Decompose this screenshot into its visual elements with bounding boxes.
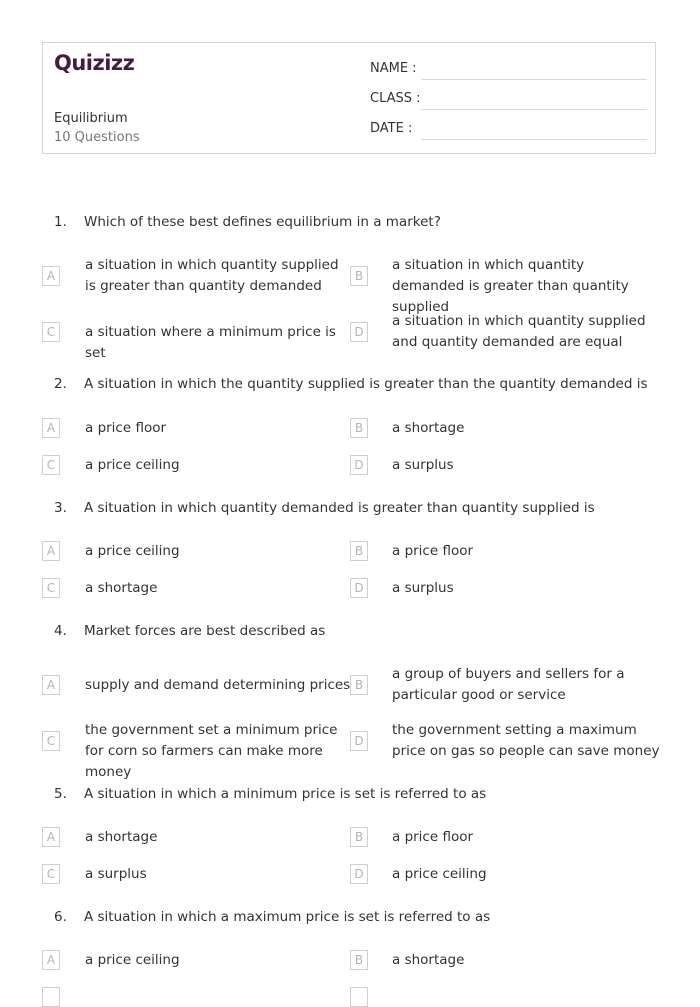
question-text: Market forces are best described as: [84, 623, 326, 639]
question-1: [54, 214, 441, 230]
option-c-box[interactable]: C: [42, 322, 60, 342]
option-b-box[interactable]: B: [350, 541, 368, 561]
option-a-text: a shortage: [85, 829, 158, 845]
question-text: A situation in which a minimum price is set is referred to as: [84, 786, 487, 802]
date-label: DATE :: [370, 121, 413, 136]
option-a-text: a situation in which quantity supplied is greater than quantity demanded: [85, 257, 339, 294]
option-d-box-cut[interactable]: [350, 987, 368, 1007]
option-a-text: supply and demand determining prices: [85, 677, 351, 693]
question-count: 10 Questions: [54, 130, 140, 145]
option-c-text: a surplus: [85, 866, 147, 882]
option-a-box[interactable]: A: [42, 541, 60, 561]
option-a-box[interactable]: A: [42, 675, 60, 695]
option-c-box[interactable]: C: [42, 864, 60, 884]
question-5: [54, 786, 486, 802]
option-a-box[interactable]: A: [42, 950, 60, 970]
question-number: 4.: [54, 623, 67, 639]
question-text: A situation in which quantity demanded is greater than quantity supplied is: [84, 500, 595, 516]
option-d-box[interactable]: D: [350, 578, 368, 598]
question-number: 1.: [54, 214, 67, 230]
option-b-text: a shortage: [392, 420, 465, 436]
option-c-text: a shortage: [85, 580, 158, 596]
worksheet-header: [42, 42, 656, 154]
class-line: [421, 109, 647, 110]
option-b-box[interactable]: B: [350, 675, 368, 695]
option-c-text: a price ceiling: [85, 457, 180, 473]
question-4: [54, 623, 325, 639]
option-c-text: a situation where a minimum price is set: [85, 324, 336, 361]
option-a-box[interactable]: A: [42, 827, 60, 847]
option-a-text: a price ceiling: [85, 952, 180, 968]
option-b-box[interactable]: B: [350, 418, 368, 438]
name-line: [421, 79, 647, 80]
quizizz-logo: Quizizz: [54, 51, 135, 75]
option-d-box[interactable]: D: [350, 731, 368, 751]
date-line: [421, 139, 647, 140]
option-d-box[interactable]: D: [350, 864, 368, 884]
option-a-box[interactable]: A: [42, 266, 60, 286]
question-2: [54, 376, 648, 392]
option-a-text: a price ceiling: [85, 543, 180, 559]
option-c-box-cut[interactable]: [42, 987, 60, 1007]
option-d-text: a situation in which quantity supplied and quantity demanded are equal: [392, 313, 646, 350]
option-d-text: a price ceiling: [392, 866, 487, 882]
option-d-text: a surplus: [392, 457, 454, 473]
option-d-box[interactable]: D: [350, 455, 368, 475]
question-number: 3.: [54, 500, 67, 516]
option-d-text: a surplus: [392, 580, 454, 596]
option-d-box[interactable]: D: [350, 322, 368, 342]
option-c-box[interactable]: C: [42, 455, 60, 475]
option-b-text: a price floor: [392, 829, 474, 845]
option-b-text: a shortage: [392, 952, 465, 968]
option-c-box[interactable]: C: [42, 578, 60, 598]
worksheet-title: Equilibrium: [54, 111, 128, 126]
option-c-text: the government set a minimum price for corn so farmers can make more money: [85, 722, 338, 780]
option-b-box[interactable]: B: [350, 950, 368, 970]
option-d-text: the government setting a maximum price on gas so people can save money: [392, 722, 660, 759]
option-b-text: a group of buyers and sellers for a particular good or service: [392, 666, 625, 703]
option-c-box[interactable]: C: [42, 731, 60, 751]
option-b-box[interactable]: B: [350, 266, 368, 286]
question-6: [54, 909, 490, 925]
question-number: 5.: [54, 786, 67, 802]
option-a-box[interactable]: A: [42, 418, 60, 438]
name-label: NAME :: [370, 61, 417, 76]
option-b-text: a price floor: [392, 543, 474, 559]
option-a-text: a price floor: [85, 420, 167, 436]
question-number: 2.: [54, 376, 67, 392]
option-b-text: a situation in which quantity demanded is greater than quantity supplied: [392, 257, 629, 315]
option-b-box[interactable]: B: [350, 827, 368, 847]
question-3: [54, 500, 595, 516]
class-label: CLASS :: [370, 91, 421, 106]
question-text: A situation in which a maximum price is set is referred to as: [84, 909, 491, 925]
question-text: Which of these best defines equilibrium in a market?: [84, 214, 441, 230]
question-text: A situation in which the quantity supplied is greater than the quantity demanded is: [84, 376, 648, 392]
question-number: 6.: [54, 909, 67, 925]
